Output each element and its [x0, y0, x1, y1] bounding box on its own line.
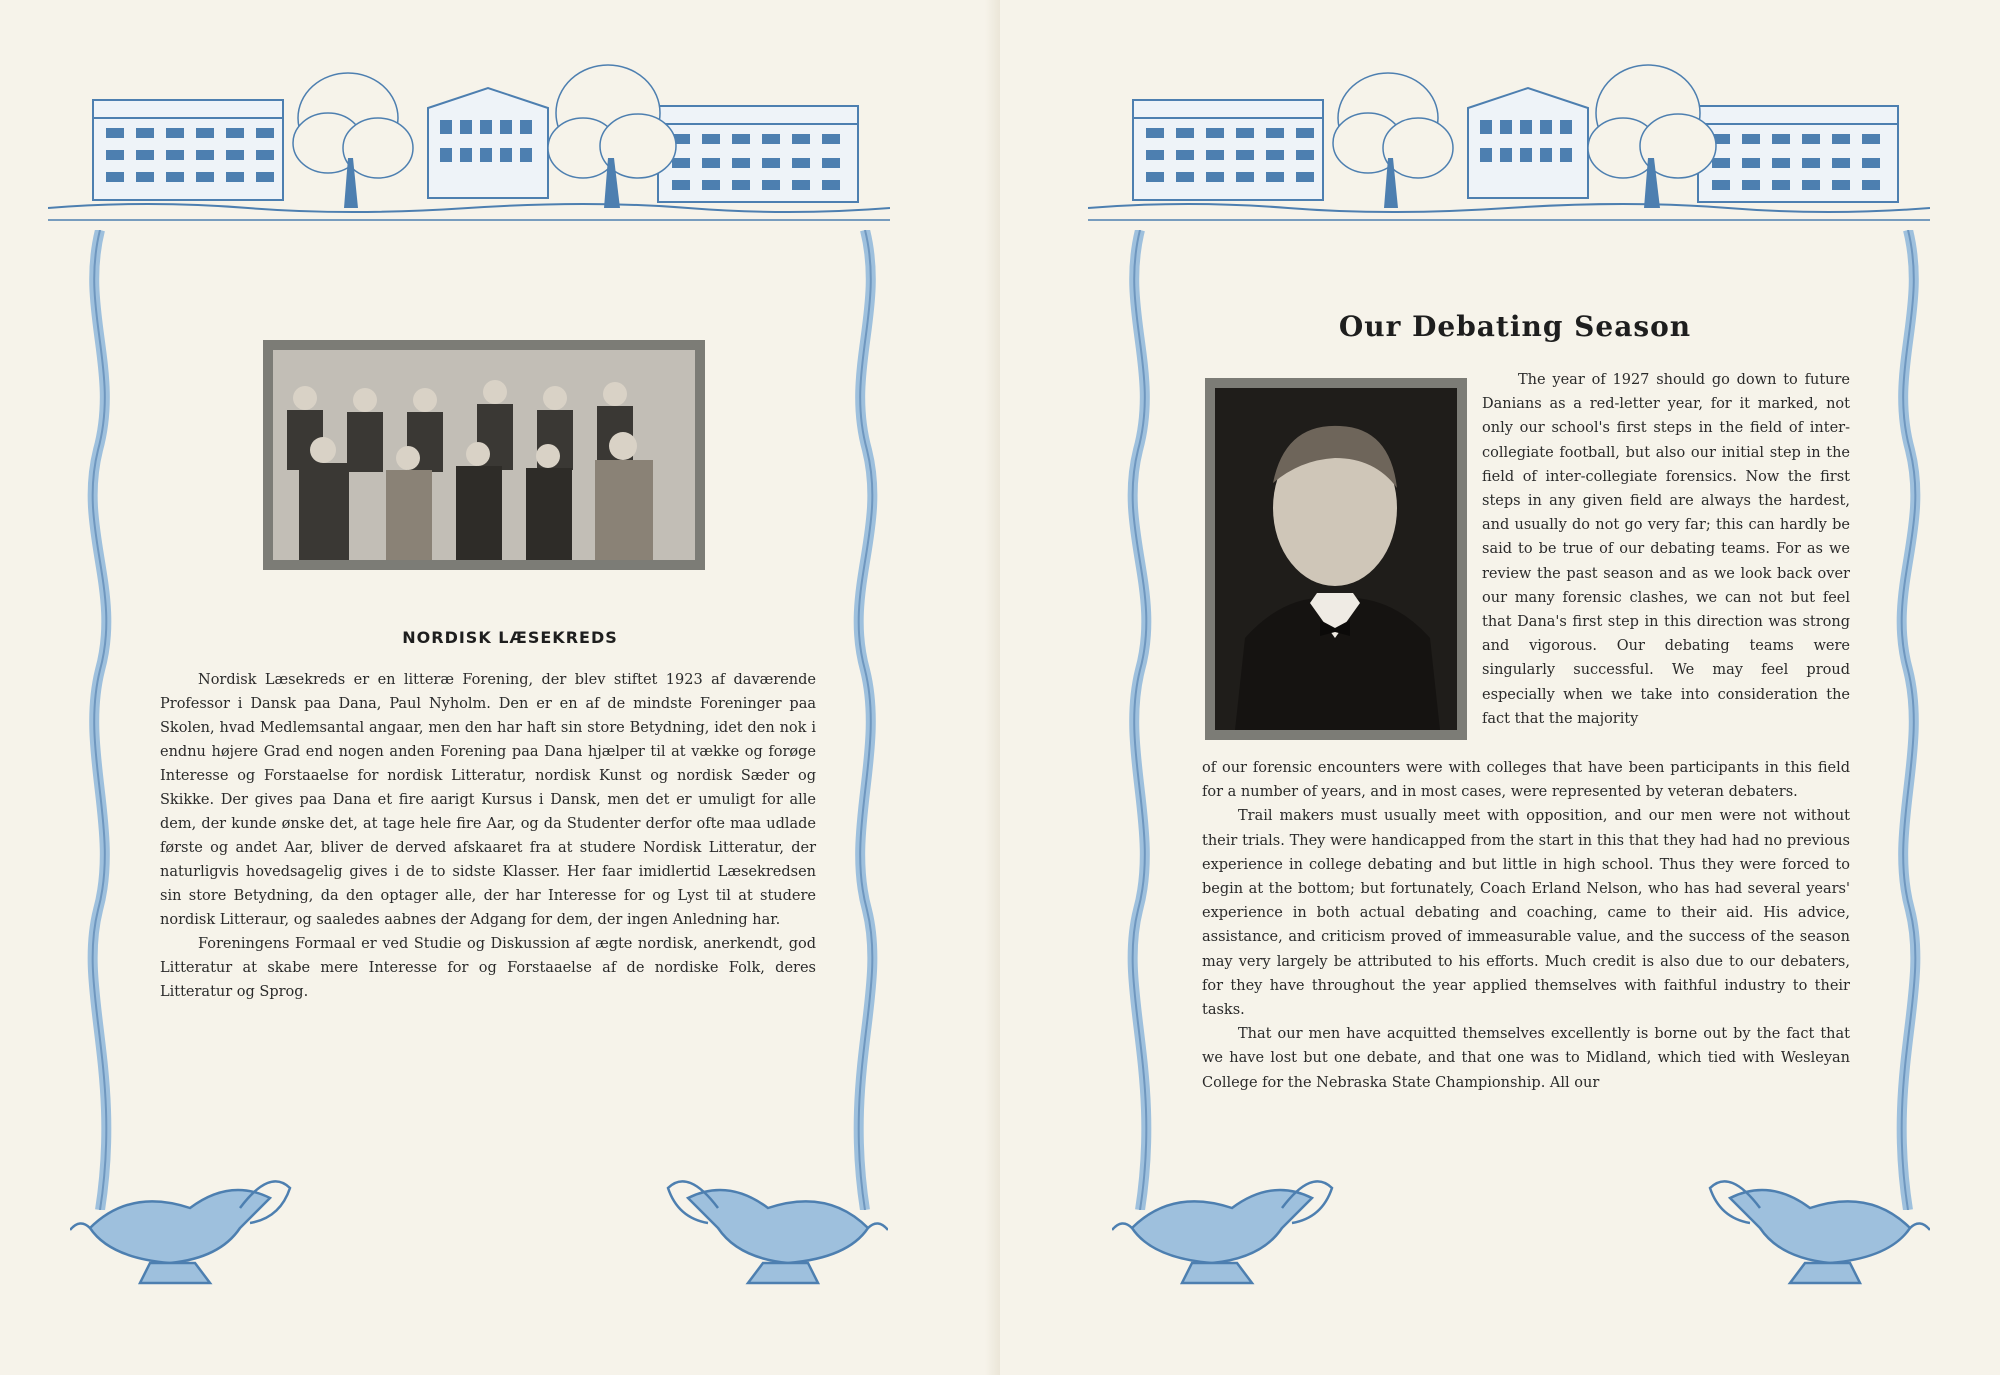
nordisk-body-text: [160, 668, 816, 1004]
paragraph: That our men have acquitted themselves excellently is borne out by the fact that we have lost but one debate, and that one was to Midland, which tied with Wesleyan College for the Nebraska State Championship. All our: [1202, 1026, 1850, 1091]
ornamental-border-right: [835, 230, 895, 1210]
group-photo: [263, 340, 705, 570]
paragraph: of our forensic encounters were with colleges that have been participants in this field for a number of years, and in most cases, were represented by veteran debaters.: [1202, 760, 1850, 801]
ornamental-border-left: [70, 230, 130, 1210]
oil-lamp-illustration: [648, 1158, 888, 1288]
campus-building-illustration: [48, 58, 890, 228]
oil-lamp-illustration: [70, 1158, 310, 1288]
debate-body-text: [1202, 756, 1850, 1095]
coach-portrait-photo: [1205, 378, 1467, 740]
group-photo-image: [273, 350, 695, 560]
ornamental-border-left: [1110, 230, 1170, 1210]
paragraph: Trail makers must usually meet with opposition, and our men were not without their trials. They were handicapped from the start in this that they had had no previous experience in college debating and but little in high school. Thus they were forced to begin at the bottom; but fortunately, Coach Erland Nelson, who has had several years' experience in both actual debating and coaching, came to their aid. His advice, assistance, and criticism proved of immeasurable value, and the success of the season may very largely be attributed to his efforts. Much credit is also due to our debaters, for they have throughout the year applied themselves with faithful industry to their tasks.: [1202, 808, 1850, 1019]
paragraph: Nordisk Læsekreds er en litteræ Forening, der blev stiftet 1923 af daværende Professor i Dansk paa Dana, Paul Nyholm. Den er en af de mindste Foreninger paa Skolen, hvad Medlemsantal angaar, men den har haft sin store Betydning, idet den nok i endnu højere Grad end nogen anden Forening paa Dana hjælper til at vække og forøge Interesse og Forstaaelse for nordisk Litteratur, nordisk Kunst og nordisk Sæder og Skikke. Der gives paa Dana et fire aarigt Kursus i Dansk, men det er umuligt for alle dem, der kunde ønske det, at tage hele fire Aar, og da Studenter derfor ofte maa udlade første og andet Aar, bliver de derved afskaaret fra at studere Nordisk Litteratur, der naturligvis hovedsagelig gives i de to sidste Klasser. Her faar imidlertid Læsekredsen sin store Betydning, da den optager alle, der har Interesse for og Lyst til at studere nordisk Litteraur, og saaledes aabnes der Adgang for dem, der ingen Anledning har.: [160, 672, 816, 928]
paragraph: Foreningens Formaal er ved Studie og Diskussion af ægte nordisk, anerkendt, god Litteratur at skabe mere Interesse for og Forstaaelse af de nordiske Folk, deres Litteratur og Sprog.: [160, 936, 816, 1000]
paragraph: The year of 1927 should go down to future Danians as a red-letter year, for it marked, not only our school's first steps in the field of inter-collegiate football, but also our initial step in the field of inter-collegiate forensics. Now the first steps in any given field are always the hardest, and usually do not go very far; this can hardly be said to be true of our debating teams. For as we review the past season and as we look back over our many forensic clashes, we can not but feel that Dana's first step in this direction was strong and vigorous. Our debating teams were singularly successful. We may feel proud especially when we take into consideration the fact that the majority: [1482, 372, 1850, 727]
ornamental-border-right: [1878, 230, 1938, 1210]
oil-lamp-illustration: [1690, 1158, 1930, 1288]
debate-intro-text: [1482, 368, 1850, 731]
oil-lamp-illustration: [1112, 1158, 1352, 1288]
portrait-image: [1215, 388, 1457, 730]
section-heading: NORDISK LÆSEKREDS: [402, 628, 618, 647]
page-title: Our Debating Season: [1338, 310, 1692, 343]
campus-building-illustration: [1088, 58, 1930, 228]
